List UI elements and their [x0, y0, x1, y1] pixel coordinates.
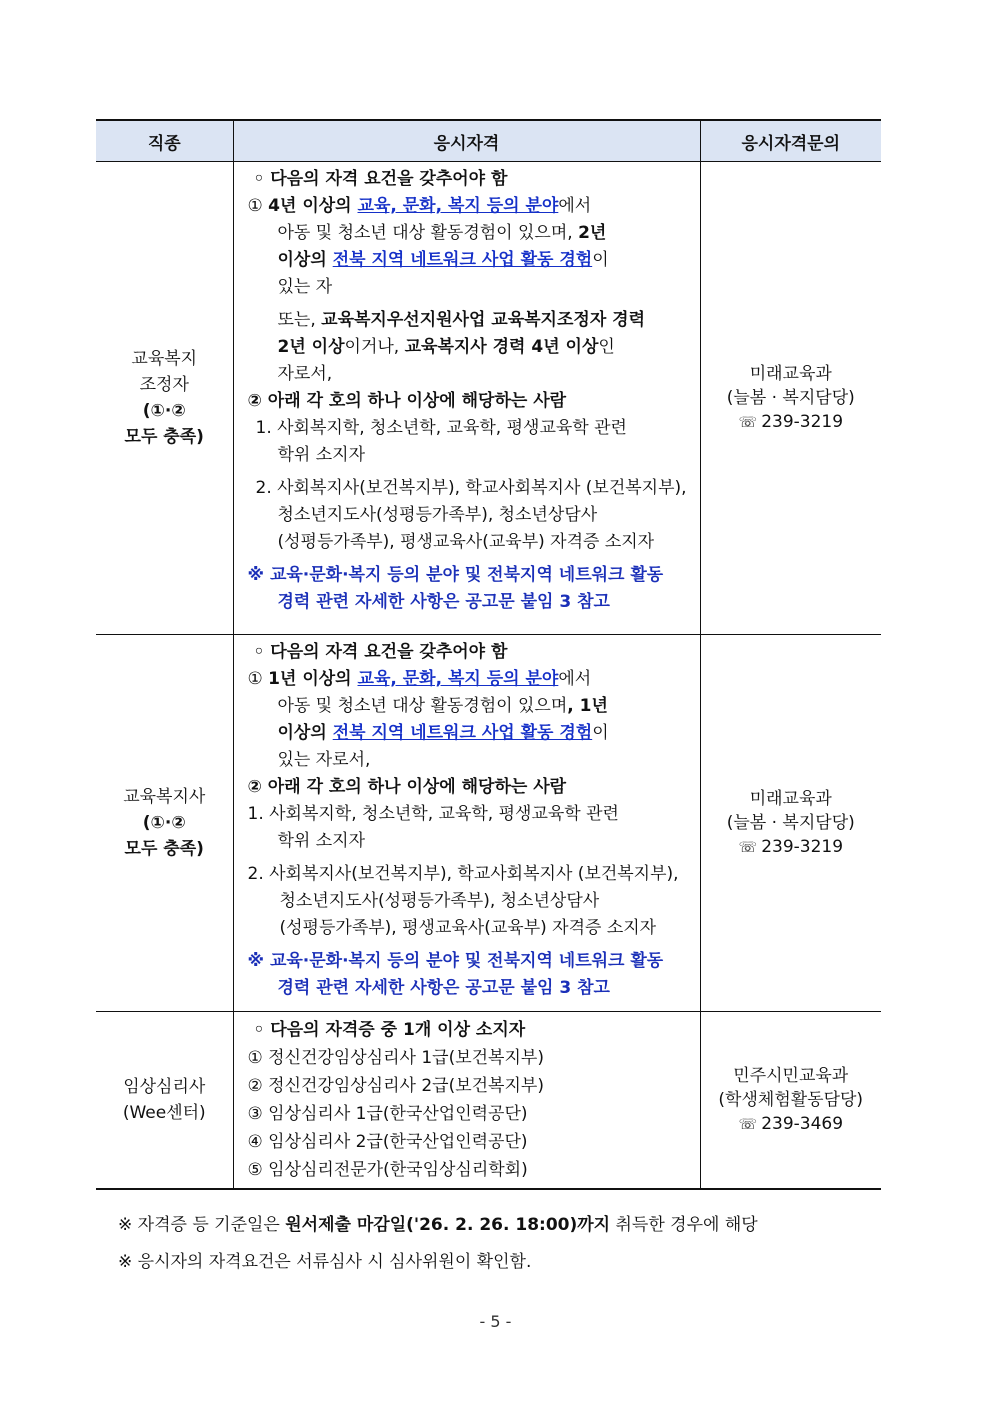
- qualification-cell: [233, 1012, 700, 1190]
- job-cell: [96, 635, 233, 1012]
- qual-line: [248, 720, 688, 747]
- qual-text: 2년: [578, 223, 607, 243]
- qual-item: ② 정신건강임상심리사 2급(보건복지부): [247, 1076, 544, 1096]
- qual-item: 1. 사회복지학, 청소년학, 교육학, 평생교육학 관련: [255, 418, 627, 438]
- qual-item: 학위 소지자: [277, 445, 366, 465]
- qual-text: 이상의: [277, 723, 333, 743]
- phone-number: 239-3219: [761, 412, 844, 432]
- qual-text: 에서: [558, 196, 592, 216]
- qual-text: 1년 이상의: [268, 669, 358, 689]
- qual-note: 경력 관련 자세한 사항은 공고문 붙임 3 참고: [277, 592, 610, 612]
- qual-item: ⑤ 임상심리전문가(한국임상심리학회): [247, 1160, 528, 1180]
- qual-item: ① 정신건강임상심리사 1급(보건복지부): [247, 1048, 544, 1068]
- job-title: (Wee센터): [122, 1103, 206, 1123]
- qual-highlight: 전북 지역 네트워크 사업 활동 경험: [332, 250, 593, 270]
- qual-text: 이거나,: [344, 337, 405, 357]
- phone-number: 239-3219: [761, 837, 844, 857]
- qualification-cell: [233, 162, 700, 635]
- header-inquiry: 응시자격문의: [700, 120, 881, 162]
- qual-line: [248, 247, 688, 274]
- header-qualification: 응시자격: [233, 120, 700, 162]
- qual-highlight: 교육, 문화, 복지 등의 분야: [357, 669, 559, 689]
- contact-department: 미래교육과: [749, 364, 832, 384]
- qual-line: [248, 666, 688, 693]
- qual-note: ※ 교육·문화·복지 등의 분야 및 전북지역 네트워크 활동: [247, 565, 664, 585]
- job-condition: 모두 충족): [124, 839, 204, 859]
- job-cell: [96, 162, 233, 635]
- qual-item: ④ 임상심리사 2급(한국산업인력공단): [247, 1132, 528, 1152]
- qual-text: 교육복지우선지원사업 교육복지조정자 경력: [321, 310, 646, 330]
- qual-item: 1. 사회복지학, 청소년학, 교육학, 평생교육학 관련: [247, 804, 619, 824]
- header-job-type: 직종: [96, 120, 233, 162]
- footnote-bold: 원서제출 마감일('26. 2. 26. 18:00)까지: [285, 1215, 611, 1235]
- qual-text: 교육복지사 경력 4년 이상: [404, 337, 599, 357]
- job-title: 교육복지사: [123, 787, 206, 807]
- job-title: 임상심리사: [123, 1077, 206, 1097]
- qual-text: 이상의: [277, 250, 333, 270]
- job-title: 교육복지: [131, 349, 198, 369]
- page-number: - 5 -: [479, 1312, 512, 1331]
- qual-text: ①: [247, 196, 269, 216]
- qual-item: 청소년지도사(성평등가족부), 청소년상담사: [279, 891, 600, 911]
- qual-note: ※ 교육·문화·복지 등의 분야 및 전북지역 네트워크 활동: [247, 951, 664, 971]
- qual-item: (성평등가족부), 평생교육사(교육부) 자격증 소지자: [277, 532, 655, 552]
- qual-text: 아동 및 청소년 대상 활동경험이 있으며,: [277, 223, 579, 243]
- contact-cell: [700, 162, 881, 635]
- qual-highlight: 전북 지역 네트워크 사업 활동 경험: [332, 723, 593, 743]
- qual-item: 2. 사회복지사(보건복지부), 학교사회복지사 (보건복지부),: [247, 864, 679, 884]
- qual-text: 4년 이상의: [268, 196, 358, 216]
- qual-item: 청소년지도사(성평등가족부), 청소년상담사: [277, 505, 598, 525]
- contact-team: (늘봄 · 복지담당): [726, 813, 855, 833]
- qual-text: 인: [598, 337, 615, 357]
- phone-number: 239-3469: [761, 1114, 844, 1134]
- qual-line: [248, 334, 688, 361]
- qual-line: [248, 693, 688, 720]
- qual-condition-2: ② 아래 각 호의 하나 이상에 해당하는 사람: [247, 391, 567, 411]
- phone-icon: ☏: [738, 838, 758, 856]
- contact-cell: [700, 635, 881, 1012]
- qual-text: ①: [247, 669, 269, 689]
- table-header-row: [96, 120, 881, 162]
- qual-text: 이: [592, 723, 609, 743]
- qual-text: 에서: [558, 669, 592, 689]
- qual-intro: ◦ 다음의 자격증 중 1개 이상 소지자: [253, 1020, 526, 1040]
- job-condition: (①·②: [142, 401, 186, 421]
- contact-phone: [701, 410, 882, 434]
- qual-line: [248, 307, 688, 334]
- phone-icon: ☏: [738, 413, 758, 431]
- qual-item: 학위 소지자: [277, 831, 366, 851]
- phone-icon: ☏: [738, 1115, 758, 1133]
- table-row: [96, 635, 881, 1012]
- job-title: 조정자: [139, 375, 189, 395]
- qual-line: [248, 220, 688, 247]
- qual-item: ③ 임상심리사 1급(한국산업인력공단): [247, 1104, 528, 1124]
- contact-cell: [700, 1012, 881, 1190]
- footnote-text: ※ 자격증 등 기준일은: [118, 1215, 286, 1235]
- table-row: [96, 162, 881, 635]
- qual-intro: ◦ 다음의 자격 요건을 갖추어야 함: [253, 642, 508, 662]
- footnote-text: 취득한 경우에 해당: [610, 1215, 758, 1235]
- qual-intro: ◦ 다음의 자격 요건을 갖추어야 함: [253, 169, 508, 189]
- job-condition: 모두 충족): [124, 427, 204, 447]
- table-row: [96, 1012, 881, 1190]
- contact-team: (학생체험활동담당): [718, 1090, 864, 1110]
- qual-line: [248, 193, 688, 220]
- qual-text: , 1년: [567, 696, 608, 716]
- job-condition: (①·②: [142, 813, 186, 833]
- qual-condition-2: ② 아래 각 호의 하나 이상에 해당하는 사람: [247, 777, 567, 797]
- job-cell: [96, 1012, 233, 1190]
- footnote-review: ※ 응시자의 자격요건은 서류심사 시 심사위원이 확인함.: [118, 1252, 532, 1272]
- contact-phone: [701, 835, 882, 859]
- contact-phone: [701, 1112, 882, 1136]
- qualification-cell: [233, 635, 700, 1012]
- qual-item: (성평등가족부), 평생교육사(교육부) 자격증 소지자: [279, 918, 657, 938]
- qual-text: 이: [592, 250, 609, 270]
- contact-department: 미래교육과: [749, 789, 832, 809]
- contact-department: 민주시민교육과: [733, 1066, 849, 1086]
- qual-text: 2년 이상: [277, 337, 345, 357]
- qual-text: 아동 및 청소년 대상 활동경험이 있으며: [277, 696, 568, 716]
- qualification-table: [96, 119, 881, 1190]
- qual-line: 자로서,: [277, 364, 333, 384]
- qual-line: 있는 자로서,: [277, 750, 371, 770]
- qual-text: 또는,: [277, 310, 322, 330]
- qual-line: 있는 자: [277, 277, 333, 297]
- qual-item: 2. 사회복지사(보건복지부), 학교사회복지사 (보건복지부),: [255, 478, 687, 498]
- contact-team: (늘봄 · 복지담당): [726, 388, 855, 408]
- footnote-deadline: [118, 1210, 758, 1235]
- qual-highlight: 교육, 문화, 복지 등의 분야: [357, 196, 559, 216]
- qual-note: 경력 관련 자세한 사항은 공고문 붙임 3 참고: [277, 978, 610, 998]
